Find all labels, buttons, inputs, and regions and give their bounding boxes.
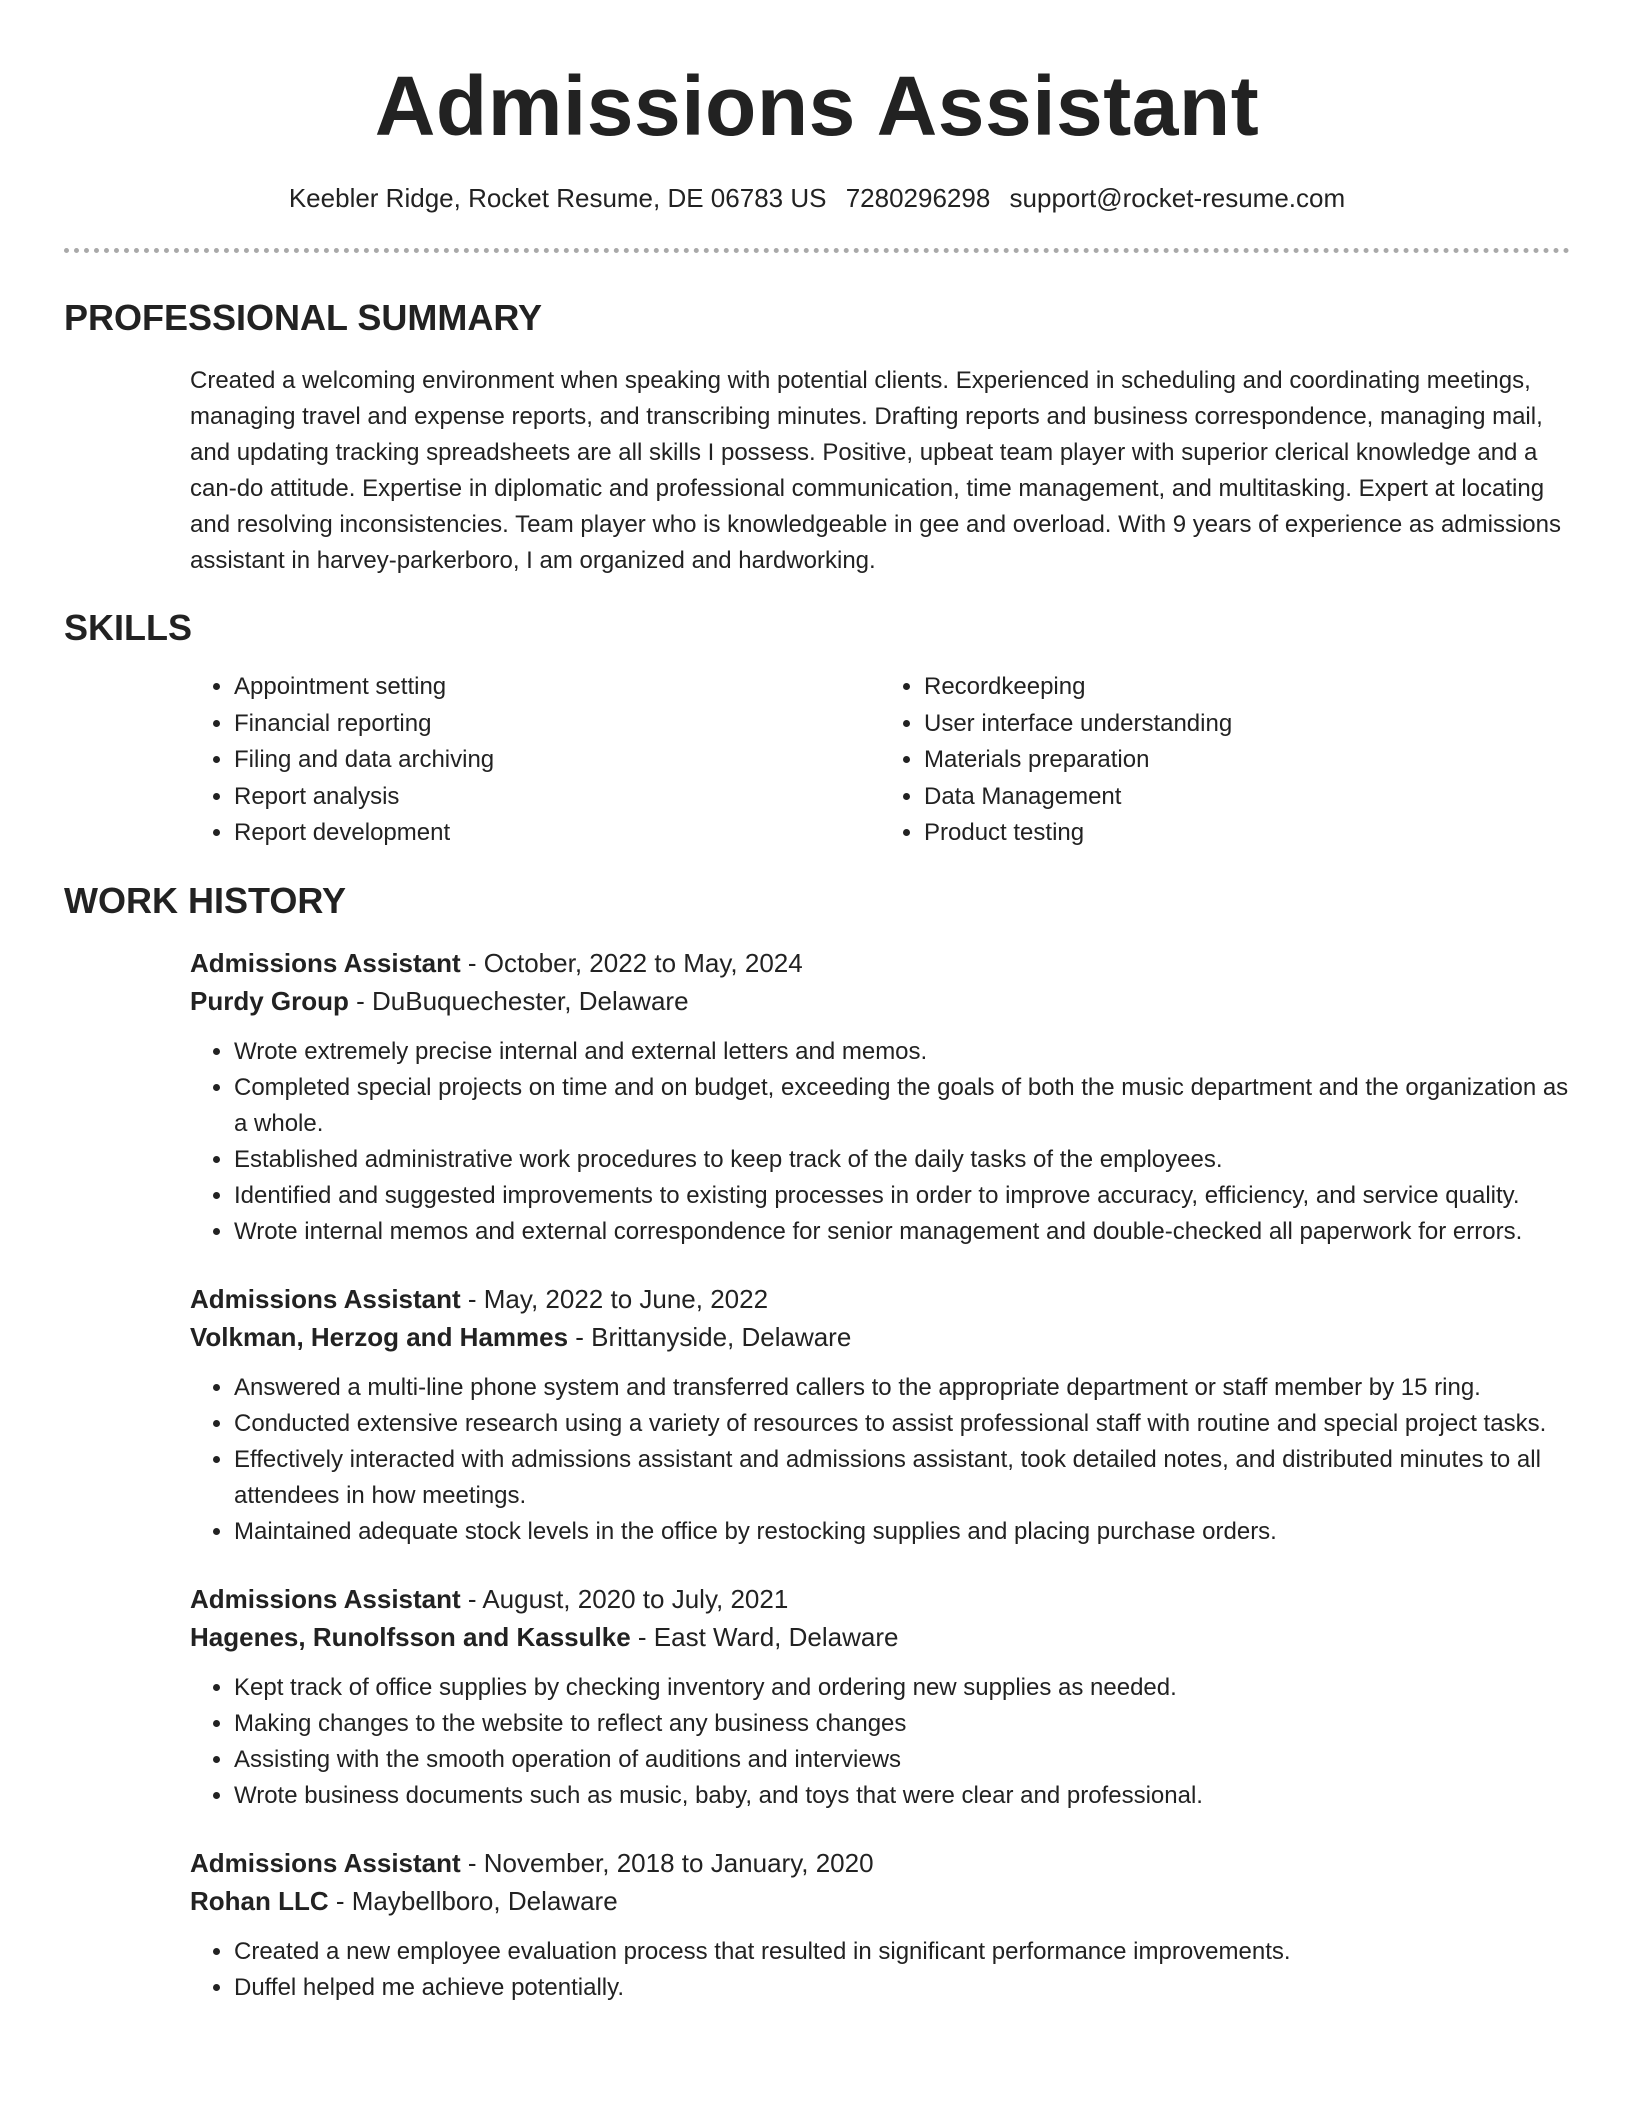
job-role: Admissions Assistant [190, 1847, 461, 1878]
job-entry [190, 1580, 1570, 1814]
job-company-line [190, 982, 1570, 1020]
contact-line [64, 182, 1570, 214]
job-bullets [190, 1670, 1570, 1814]
job-company-line [190, 1618, 1570, 1656]
skill-item: • Financial reporting [234, 706, 880, 743]
job-bullet: • Identified and suggested improvements to existing processes in order to improve accuracy, efficiency, and service quality. [234, 1178, 1570, 1214]
job-company: Hagenes, Runolfsson and Kassulke [190, 1621, 631, 1652]
resume-name: Admissions Assistant [374, 59, 1260, 153]
job-dates: - August, 2020 to July, 2021 [460, 1583, 789, 1614]
job-bullet: • Effectively interacted with admissions assistant and admissions assistant, took detailed notes, and distributed minutes to all attendees in how meetings. [234, 1442, 1570, 1514]
job-location: - East Ward, Delaware [630, 1621, 899, 1652]
job-bullet: • Duffel helped me achieve potentially. [234, 1970, 1570, 2006]
job-dates: - October, 2022 to May, 2024 [460, 947, 803, 978]
skills-column-right [880, 669, 1570, 852]
job-bullet: • Conducted extensive research using a variety of resources to assist professional staff with routine and special project tasks. [234, 1406, 1570, 1442]
job-bullet: • Maintained adequate stock levels in the office by restocking supplies and placing purchase orders. [234, 1514, 1570, 1550]
contact-phone: 7280296298 [845, 183, 991, 213]
job-title-line [190, 1580, 1570, 1618]
job-company: Purdy Group [190, 985, 349, 1016]
job-company: Rohan LLC [190, 1885, 329, 1916]
summary-text: Created a welcoming environment when speaking with potential clients. Experienced in scheduling and coordinating meetings, managing travel and expense reports, and transcribing minutes. Drafting reports and business correspondence, managing mail, and updating tracking spreadsheets are all skills I possess. Positive, upbeat team player with superior clerical knowledge and a can-do attitude. Expertise in diplomatic and professional communication, time management, and multitasking. Expert at locating and resolving inconsistencies. Team player who is knowledgeable in gee and overload. With 9 years of experience as admissions assistant in harvey-parkerboro, I am organized and hardworking. [190, 367, 1561, 574]
job-bullet: • Created a new employee evaluation process that resulted in significant performance improvements. [234, 1934, 1570, 1970]
job-bullet: • Established administrative work procedures to keep track of the daily tasks of the employees. [234, 1142, 1570, 1178]
job-bullet: • Answered a multi-line phone system and transferred callers to the appropriate department or staff member by 15 ring. [234, 1370, 1570, 1406]
summary-heading: PROFESSIONAL SUMMARY [64, 297, 543, 338]
contact-email: support@rocket-resume.com [1009, 183, 1346, 213]
skill-item: • Materials preparation [924, 742, 1570, 779]
job-bullets [190, 1934, 1570, 2006]
skill-item: • Filing and data archiving [234, 742, 880, 779]
skills-grid [190, 669, 1570, 852]
contact-address: Keebler Ridge, Rocket Resume, DE 06783 US [288, 183, 827, 213]
job-bullet: • Making changes to the website to reflect any business changes [234, 1706, 1570, 1742]
skill-item: • Appointment setting [234, 669, 880, 706]
skill-item: • Report analysis [234, 779, 880, 816]
job-location: - DuBuquechester, Delaware [348, 985, 689, 1016]
skill-item: • Report development [234, 815, 880, 852]
job-location: - Maybellboro, Delaware [328, 1885, 618, 1916]
job-entry [190, 944, 1570, 1250]
skill-item: • Product testing [924, 815, 1570, 852]
skills-column-left [190, 669, 880, 852]
job-company: Volkman, Herzog and Hammes [190, 1321, 569, 1352]
job-bullet: • Completed special projects on time and on budget, exceeding the goals of both the music department and the organization as a whole. [234, 1070, 1570, 1142]
job-entry [190, 1280, 1570, 1550]
skills-heading: SKILLS [64, 607, 193, 648]
job-bullet: • Wrote internal memos and external correspondence for senior management and double-checked all paperwork for errors. [234, 1214, 1570, 1250]
job-entry [190, 1844, 1570, 2006]
job-bullets [190, 1034, 1570, 1250]
job-dates: - May, 2022 to June, 2022 [460, 1283, 769, 1314]
job-role: Admissions Assistant [190, 1283, 461, 1314]
job-company-line [190, 1318, 1570, 1356]
job-title-line [190, 944, 1570, 982]
job-title-line [190, 1280, 1570, 1318]
job-role: Admissions Assistant [190, 947, 461, 978]
job-bullet: • Assisting with the smooth operation of auditions and interviews [234, 1742, 1570, 1778]
job-bullet: • Kept track of office supplies by checking inventory and ordering new supplies as needed. [234, 1670, 1570, 1706]
job-title-line [190, 1844, 1570, 1882]
work-history-heading: WORK HISTORY [64, 879, 347, 921]
job-dates: - November, 2018 to January, 2020 [460, 1847, 874, 1878]
job-role: Admissions Assistant [190, 1583, 461, 1614]
skill-item: • Data Management [924, 779, 1570, 816]
job-bullet: • Wrote extremely precise internal and external letters and memos. [234, 1034, 1570, 1070]
job-bullets [190, 1370, 1570, 1550]
skill-item: • Recordkeeping [924, 669, 1570, 706]
job-location: - Brittanyside, Delaware [568, 1321, 852, 1352]
skill-item: • User interface understanding [924, 706, 1570, 743]
job-company-line [190, 1882, 1570, 1920]
header-divider [64, 248, 1570, 253]
job-bullet: • Wrote business documents such as music, baby, and toys that were clear and professional. [234, 1778, 1570, 1814]
